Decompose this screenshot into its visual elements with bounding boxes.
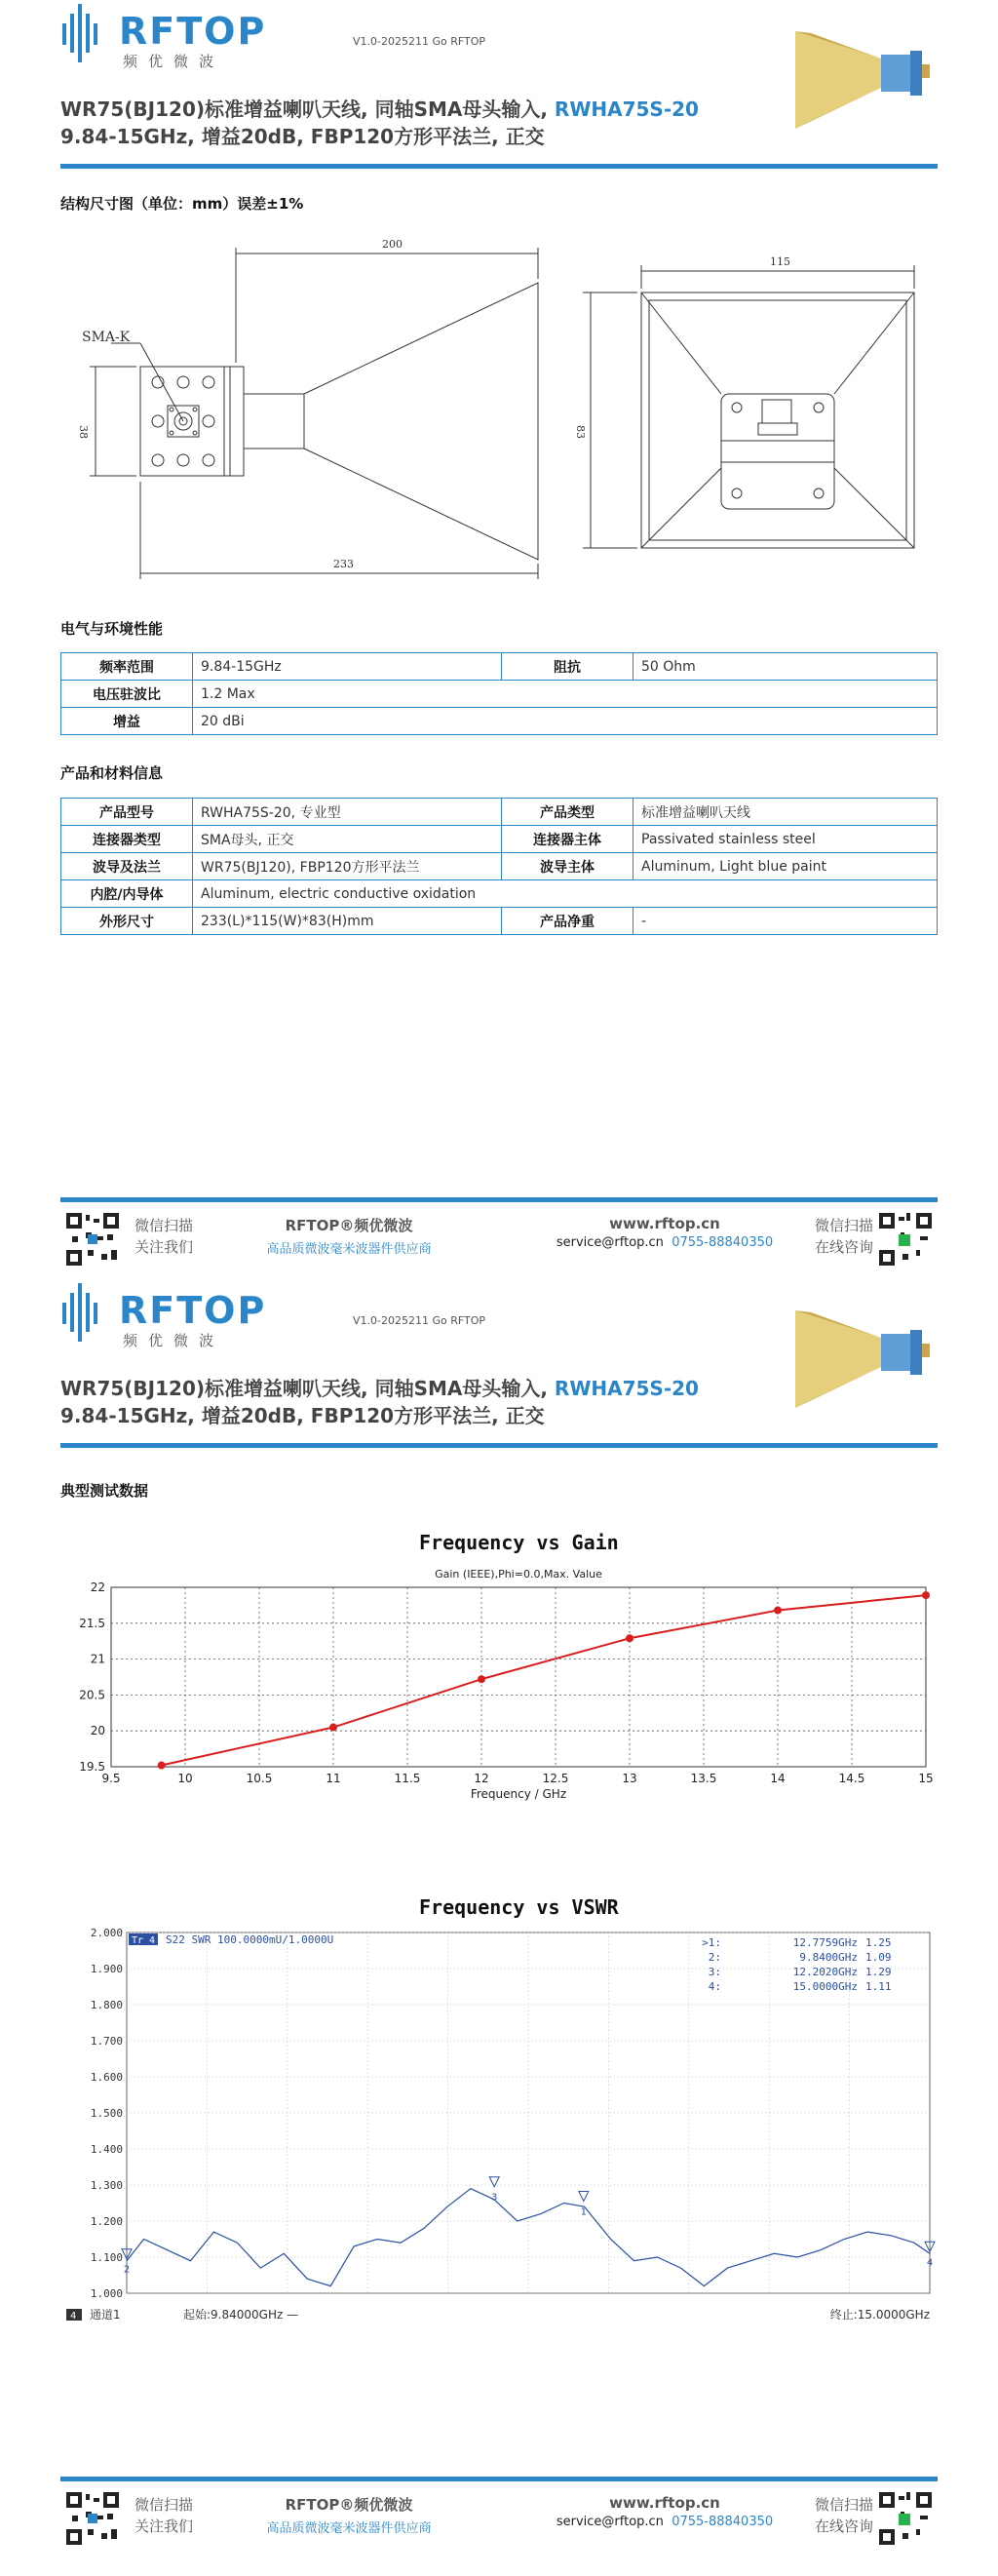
logo-subtitle: 频优微波 xyxy=(123,1332,225,1349)
table-row xyxy=(61,826,938,853)
y-tick-label: 1.500 xyxy=(90,2107,123,2120)
wechat-line1: 微信扫描 xyxy=(134,1217,194,1234)
wechat-follow xyxy=(134,2494,193,2537)
company-name: RFTOP®频优微波 xyxy=(285,2496,413,2514)
cell-value: WR75(BJ120), FBP120方形平法兰 xyxy=(193,853,502,880)
cell-value: RWHA75S-20, 专业型 xyxy=(193,799,502,826)
cell-label: 增益 xyxy=(61,708,193,735)
x-tick-label: 11.5 xyxy=(394,1772,421,1785)
marker-freq: 15.0000GHz xyxy=(792,1980,858,1993)
marker-value: 1.11 xyxy=(865,1980,892,1993)
table-row xyxy=(61,653,938,681)
cell-value: Passivated stainless steel xyxy=(633,826,938,853)
cell-label: 波导及法兰 xyxy=(61,853,193,880)
contact-block xyxy=(528,1215,801,1250)
cell-value: - xyxy=(633,908,938,935)
marker-id: 4: xyxy=(708,1980,721,1993)
email-link[interactable]: service@rftop.cn xyxy=(556,2515,664,2529)
y-tick-label: 19.5 xyxy=(79,1760,105,1774)
horn-antenna-image xyxy=(791,1305,938,1412)
cell-label: 波导主体 xyxy=(502,853,633,880)
company-slogan: 高品质微波毫米波器件供应商 xyxy=(266,1242,432,1257)
header xyxy=(60,0,938,172)
gain-series-line xyxy=(162,1595,926,1765)
table-row xyxy=(61,708,938,735)
wechat-line2: 关注我们 xyxy=(134,2517,194,2535)
trace-tag: Tr 4 xyxy=(132,1935,156,1946)
cell-label: 频率范围 xyxy=(61,653,193,681)
website-link[interactable]: www.rftop.cn xyxy=(609,2494,720,2512)
phone-number: 0755-88840350 xyxy=(672,1235,774,1250)
cell-label: 产品类型 xyxy=(502,799,633,826)
qr-code-icon xyxy=(64,1211,121,1268)
website-link[interactable]: www.rftop.cn xyxy=(609,1215,720,1232)
y-tick-label: 1.900 xyxy=(90,1963,123,1975)
x-tick-label: 10 xyxy=(177,1772,193,1785)
marker-label: 3 xyxy=(491,2192,498,2204)
y-tick-label: 1.100 xyxy=(90,2251,123,2264)
company-name: RFTOP®频优微波 xyxy=(285,1217,413,1234)
y-tick-label: 1.300 xyxy=(90,2179,123,2192)
x-tick-label: 9.5 xyxy=(101,1772,121,1785)
cell-value: 1.2 Max xyxy=(193,681,938,708)
marker-id: 3: xyxy=(708,1966,721,1978)
gain-data-point xyxy=(329,1724,337,1732)
table-row xyxy=(61,853,938,880)
x-axis-label: Frequency / GHz xyxy=(470,1787,567,1801)
header-rule xyxy=(60,1443,938,1448)
wechat-consult-line1: 微信扫描 xyxy=(815,1217,874,1234)
marker-value: 1.25 xyxy=(865,1936,892,1949)
marker-label: 1 xyxy=(580,2206,588,2218)
section-test: 典型测试数据 xyxy=(60,1482,149,1500)
cell-label: 连接器类型 xyxy=(61,826,193,853)
wechat-follow xyxy=(134,1215,193,1258)
y-tick-label: 2.000 xyxy=(90,1927,123,1939)
y-tick-label: 22 xyxy=(90,1581,105,1594)
footer-rule xyxy=(60,1197,938,1202)
title-prefix: WR75(BJ120)标准增益喇叭天线, 同轴SMA母头输入, xyxy=(60,98,555,121)
marker-value: 1.09 xyxy=(865,1951,892,1964)
table-row xyxy=(61,681,938,708)
cell-label: 内腔/内导体 xyxy=(61,880,193,908)
gain-chart-subtitle: Gain (IEEE),Phi=0.0,Max. Value xyxy=(435,1568,602,1581)
gain-data-point xyxy=(774,1607,782,1615)
version-label: V1.0-2025211 Go RFTOP xyxy=(353,1314,486,1327)
cell-value: 20 dBi xyxy=(193,708,938,735)
y-tick-label: 1.200 xyxy=(90,2215,123,2228)
email-link[interactable]: service@rftop.cn xyxy=(556,1235,664,1250)
table-row xyxy=(61,908,938,935)
header-rule xyxy=(60,164,938,169)
y-tick-label: 21.5 xyxy=(79,1616,105,1630)
logo-text: RFTOP xyxy=(119,1289,267,1332)
channel-tag: 4 xyxy=(70,2311,77,2322)
gain-chart xyxy=(60,1558,938,1802)
product-title xyxy=(60,94,699,122)
qr-code-icon xyxy=(64,2490,121,2547)
marker-freq: 12.7759GHz xyxy=(792,1936,858,1949)
y-tick-label: 1.000 xyxy=(90,2287,123,2300)
wechat-consult xyxy=(815,2494,873,2537)
wechat-consult xyxy=(815,1215,873,1258)
footer-rule xyxy=(60,2477,938,2481)
cell-label: 电压驻波比 xyxy=(61,681,193,708)
y-tick-label: 1.800 xyxy=(90,1999,123,2011)
version-label: V1.0-2025211 Go RFTOP xyxy=(353,35,486,48)
qr-code-icon xyxy=(877,2490,934,2547)
wechat-line1: 微信扫描 xyxy=(134,2496,194,2514)
y-tick-label: 1.400 xyxy=(90,2143,123,2156)
cell-value: 标准增益喇叭天线 xyxy=(633,799,938,826)
x-tick-label: 13.5 xyxy=(690,1772,717,1785)
y-tick-label: 1.600 xyxy=(90,2071,123,2084)
wechat-consult-line2: 在线咨询 xyxy=(815,1238,874,1256)
page-1 xyxy=(0,0,998,1279)
cell-label: 产品型号 xyxy=(61,799,193,826)
product-subtitle: 9.84-15GHz, 增益20dB, FBP120方形平法兰, 正交 xyxy=(60,125,545,148)
y-tick-label: 20 xyxy=(90,1724,105,1738)
electrical-table xyxy=(60,652,938,735)
dim-left: 38 xyxy=(77,425,90,439)
gain-data-point xyxy=(626,1634,633,1642)
qr-code-icon xyxy=(877,1211,934,1268)
dim-115: 115 xyxy=(770,255,790,268)
title-model: RWHA75S-20 xyxy=(554,98,699,121)
dim-83: 83 xyxy=(574,425,587,439)
cell-value: 9.84-15GHz xyxy=(193,653,502,681)
product-subtitle: 9.84-15GHz, 增益20dB, FBP120方形平法兰, 正交 xyxy=(60,1404,545,1427)
stop-freq-label: 终止:15.0000GHz xyxy=(829,2308,930,2322)
marker-label: 2 xyxy=(123,2264,131,2276)
y-tick-label: 21 xyxy=(90,1652,105,1666)
vswr-chart xyxy=(60,1921,938,2330)
sma-label: SMA-K xyxy=(82,330,131,345)
cell-value: 50 Ohm xyxy=(633,653,938,681)
dim-233: 233 xyxy=(333,558,354,570)
cell-value: SMA母头, 正交 xyxy=(193,826,502,853)
section-product: 产品和材料信息 xyxy=(60,764,164,782)
dimension-drawing xyxy=(60,226,938,597)
cell-label: 产品净重 xyxy=(502,908,633,935)
cell-label: 外形尺寸 xyxy=(61,908,193,935)
y-tick-label: 1.700 xyxy=(90,2035,123,2048)
marker-id: >1: xyxy=(702,1936,721,1949)
title-prefix: WR75(BJ120)标准增益喇叭天线, 同轴SMA母头输入, xyxy=(60,1377,555,1400)
header xyxy=(60,1279,938,1451)
wechat-line2: 关注我们 xyxy=(134,1238,194,1256)
marker-id: 2: xyxy=(708,1951,721,1964)
page-2 xyxy=(0,1279,998,2558)
company-block xyxy=(242,2494,456,2536)
cell-value: Aluminum, electric conductive oxidation xyxy=(193,880,938,908)
x-tick-label: 14.5 xyxy=(838,1772,865,1785)
start-freq-label: 起始:9.84000GHz — xyxy=(183,2308,299,2322)
cell-label: 连接器主体 xyxy=(502,826,633,853)
wechat-consult-line1: 微信扫描 xyxy=(815,2496,874,2514)
x-tick-label: 14 xyxy=(770,1772,786,1785)
cell-label: 阻抗 xyxy=(502,653,633,681)
x-tick-label: 13 xyxy=(622,1772,637,1785)
plot-frame xyxy=(111,1587,926,1767)
gain-data-point xyxy=(478,1675,485,1683)
cell-value: Aluminum, Light blue paint xyxy=(633,853,938,880)
logo-text: RFTOP xyxy=(119,10,267,53)
trace-header: S22 SWR 100.0000mU/1.0000U xyxy=(166,1933,334,1946)
vswr-chart-title: Frequency vs VSWR xyxy=(419,1895,619,1919)
y-tick-label: 20.5 xyxy=(79,1688,105,1702)
cell-value: 233(L)*115(W)*83(H)mm xyxy=(193,908,502,935)
contact-block xyxy=(528,2494,801,2529)
marker-freq: 12.2020GHz xyxy=(792,1966,858,1978)
wechat-consult-line2: 在线咨询 xyxy=(815,2517,874,2535)
table-row xyxy=(61,880,938,908)
phone-number: 0755-88840350 xyxy=(672,2515,774,2529)
x-tick-label: 10.5 xyxy=(246,1772,273,1785)
x-tick-label: 11 xyxy=(326,1772,341,1785)
dim-200: 200 xyxy=(382,238,403,251)
logo-subtitle: 频优微波 xyxy=(123,53,225,70)
table-row xyxy=(61,799,938,826)
footer xyxy=(60,2488,938,2576)
section-dimensions: 结构尺寸图（单位：mm）误差±1% xyxy=(60,195,304,213)
title-model: RWHA75S-20 xyxy=(554,1377,699,1400)
channel-label: 通道1 xyxy=(90,2308,121,2322)
product-table xyxy=(60,798,938,935)
x-tick-label: 12.5 xyxy=(542,1772,569,1785)
gain-data-point xyxy=(158,1762,166,1770)
marker-value: 1.29 xyxy=(865,1966,892,1978)
gain-data-point xyxy=(922,1591,930,1599)
horn-antenna-image xyxy=(791,25,938,133)
x-tick-label: 15 xyxy=(918,1772,934,1785)
company-slogan: 高品质微波毫米波器件供应商 xyxy=(266,2521,432,2536)
marker-freq: 9.8400GHz xyxy=(799,1951,858,1964)
section-electrical: 电气与环境性能 xyxy=(60,620,164,638)
gain-chart-title: Frequency vs Gain xyxy=(419,1531,619,1554)
marker-label: 4 xyxy=(926,2257,934,2269)
company-block xyxy=(242,1215,456,1257)
x-tick-label: 12 xyxy=(474,1772,489,1785)
product-title xyxy=(60,1373,699,1401)
